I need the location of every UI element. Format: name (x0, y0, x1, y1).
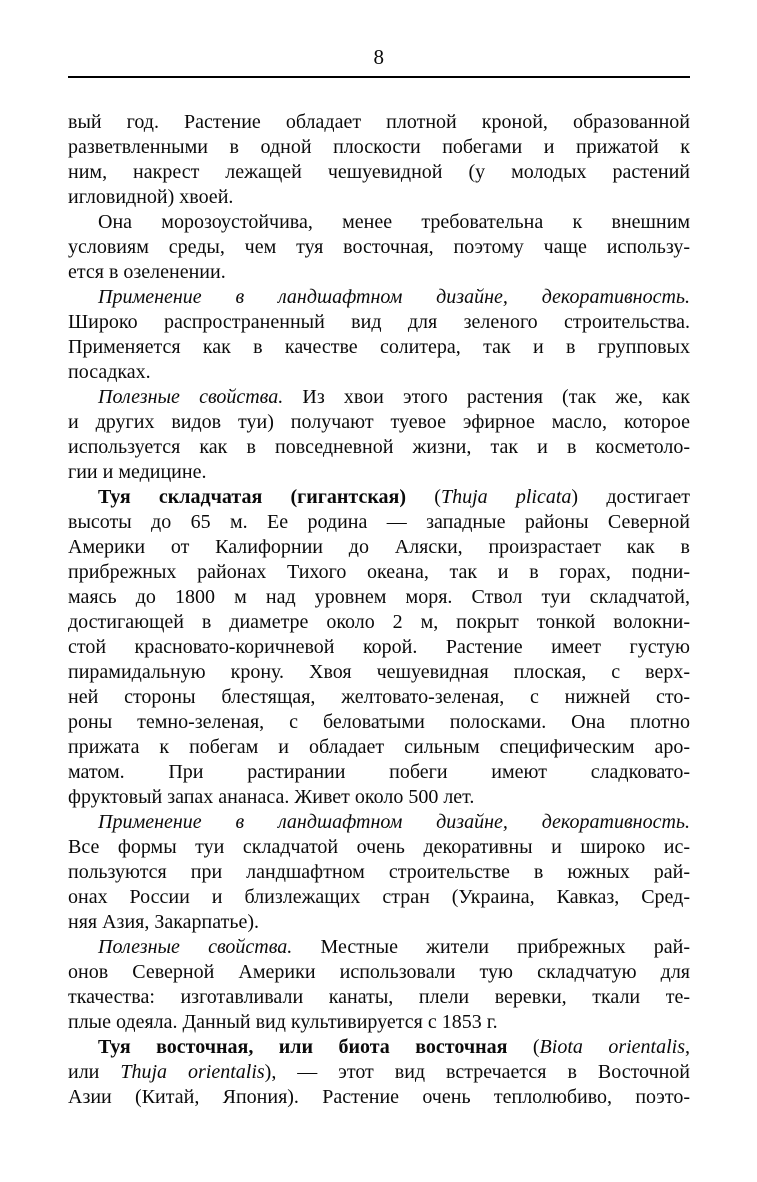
text-line (68, 235, 690, 260)
text-run: Азии (Китай, Япония). Растение очень теплолюбиво, поэто- (68, 1086, 690, 1108)
text-run: ) достигает (571, 486, 690, 508)
text-line (68, 335, 690, 360)
text-line (68, 585, 690, 610)
text-line (68, 1035, 690, 1060)
text-line (68, 410, 690, 435)
text-line (68, 635, 690, 660)
text-run: матом. При растирании побеги имеют сладковато- (68, 761, 690, 783)
text-line (68, 910, 690, 935)
text-run: маясь до 1800 м над уровнем моря. Ствол туи складчатой, (68, 586, 690, 608)
text-run: роны темно-зеленая, с беловатыми полосками. Она плотно (68, 711, 690, 733)
text-run: ткачества: изготавливали канаты, плели веревки, ткали те- (68, 986, 690, 1008)
text-line (68, 985, 690, 1010)
text-line (68, 260, 690, 285)
italic-run: Thuja orientalis (120, 1061, 265, 1083)
paragraph (68, 485, 690, 810)
text-run: вый год. Растение обладает плотной кроной, образованной (68, 111, 690, 133)
text-line (68, 710, 690, 735)
text-line (68, 535, 690, 560)
page-number: 8 (373, 45, 385, 69)
text-run: пользуются при ландшафтном строительстве в южных рай- (68, 861, 690, 883)
text-line (68, 735, 690, 760)
text-run: ним, накрест лежащей чешуевидной (у молодых растений (68, 161, 690, 183)
text-run: и других видов туи) получают туевое эфирное масло, которое (68, 411, 690, 433)
text-run: Она морозоустойчива, менее требовательна к внешним (98, 211, 690, 233)
text-line (68, 885, 690, 910)
text-line (68, 310, 690, 335)
text-run: или (68, 1061, 121, 1083)
text-run: пирамидальную крону. Хвоя чешуевидная плоская, с верх- (68, 661, 690, 683)
text-line (68, 835, 690, 860)
text-run: ней стороны блестящая, желтовато-зеленая, с нижней сто- (68, 686, 690, 708)
text-run: ется в озеленении. (68, 261, 226, 283)
text-line (68, 185, 690, 210)
text-run: разветвленными в одной плоскости побегами и прижатой к (68, 136, 690, 158)
paragraph (68, 810, 690, 935)
text-line (68, 110, 690, 135)
italic-run: Полезные свойства. (98, 386, 284, 408)
text-line (68, 210, 690, 235)
text-run: прижата к побегам и обладает сильным специфическим аро- (68, 736, 690, 758)
text-line (68, 785, 690, 810)
text-run: стой красновато-коричневой корой. Растение имеет густую (68, 636, 690, 658)
header-rule (68, 76, 690, 78)
text-line (68, 610, 690, 635)
text-run: прибрежных районах Тихого океана, так и в горах, подни- (68, 561, 690, 583)
text-run: достигающей в диаметре около 2 м, покрыт тонкой волокни- (68, 611, 690, 633)
text-line (68, 460, 690, 485)
italic-run: Применение в ландшафтном дизайне, декоративность. (98, 811, 690, 833)
text-run: Америки от Калифорнии до Аляски, произрастает как в (68, 536, 690, 558)
paragraph (68, 935, 690, 1035)
italic-run: Полезные свойства. (98, 936, 293, 958)
text-run: посадках. (68, 361, 151, 383)
text-run: ( (507, 1036, 540, 1058)
body-text (68, 110, 690, 1110)
paragraph (68, 385, 690, 485)
text-line (68, 510, 690, 535)
text-run: гии и медицине. (68, 461, 207, 483)
bold-run: Туя складчатая (гигантская) (98, 486, 407, 508)
text-run: ), — этот вид встречается в Восточной (264, 1061, 690, 1083)
paragraph (68, 210, 690, 285)
text-line (68, 760, 690, 785)
bold-run: Туя восточная, или биота восточная (98, 1036, 508, 1058)
text-run: ( (406, 486, 441, 508)
text-line (68, 1010, 690, 1035)
text-run: Применяется как в качестве солитера, так и в групповых (68, 336, 690, 358)
text-run: условиям среды, чем туя восточная, поэтому чаще использу- (68, 236, 690, 258)
text-line (68, 1085, 690, 1110)
text-line (68, 160, 690, 185)
text-line (68, 860, 690, 885)
text-run: , (685, 1036, 690, 1058)
text-run: Местные жители прибрежных рай- (292, 936, 690, 958)
text-column (68, 46, 690, 1110)
text-run: Из хвои этого растения (так же, как (283, 386, 690, 408)
text-run: Широко распространенный вид для зеленого строительства. (68, 311, 690, 333)
text-line (68, 135, 690, 160)
text-line (68, 685, 690, 710)
text-line (68, 285, 690, 310)
text-run: высоты до 65 м. Ее родина — западные районы Северной (68, 511, 690, 533)
text-line (68, 935, 690, 960)
paragraph (68, 285, 690, 385)
text-line (68, 435, 690, 460)
text-run: фруктовый запах ананаса. Живет около 500 лет. (68, 786, 475, 808)
italic-run: Biota orientalis (539, 1036, 685, 1058)
text-run: игловидной) хвоей. (68, 186, 234, 208)
text-line (68, 385, 690, 410)
paragraph (68, 110, 690, 210)
paragraph (68, 1035, 690, 1110)
text-line (68, 960, 690, 985)
text-run: плые одеяла. Данный вид культивируется с 1853 г. (68, 1011, 498, 1033)
text-run: используется как в повседневной жизни, так и в косметоло- (68, 436, 690, 458)
text-line (68, 485, 690, 510)
italic-run: Thuja plicata (440, 486, 572, 508)
text-run: онов Северной Америки использовали тую складчатую для (68, 961, 690, 983)
text-line (68, 1060, 690, 1085)
text-line (68, 810, 690, 835)
italic-run: Применение в ландшафтном дизайне, декоративность. (98, 286, 690, 308)
text-run: Все формы туи складчатой очень декоративны и широко ис- (68, 836, 690, 858)
text-line (68, 660, 690, 685)
text-line (68, 560, 690, 585)
text-line (68, 360, 690, 385)
text-run: няя Азия, Закарпатье). (68, 911, 259, 933)
text-run: онах России и близлежащих стран (Украина, Кавказ, Сред- (68, 886, 690, 908)
